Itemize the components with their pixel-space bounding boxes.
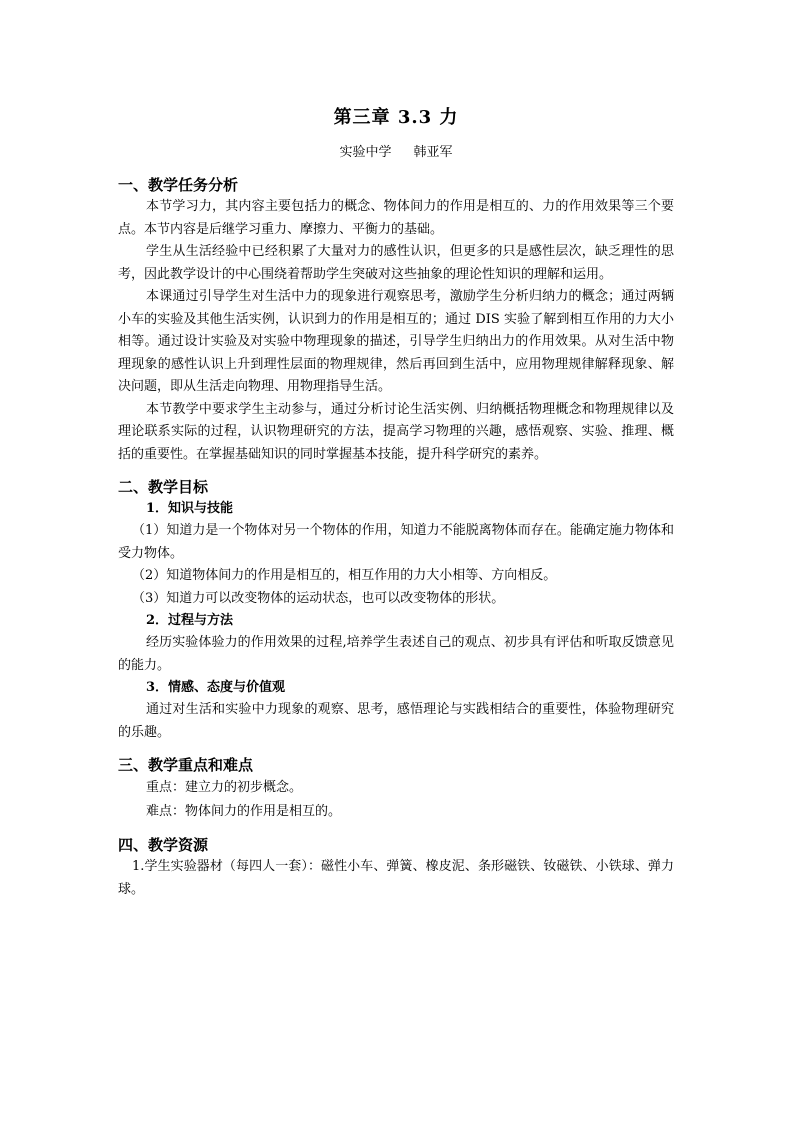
objective-item: （2）知道物体间力的作用是相互的，相互作用的力大小相等、方向相反。 (132, 568, 557, 583)
paragraph: 学生从生活经验中已经积累了大量对力的感性认识，但更多的只是感性层次，缺乏理性的思考，因此教学设计的中心围绕着帮助学生突破对这些抽象的理论性知识的理解和运用。 (118, 244, 674, 282)
subheading-emotions-values: 3．情感、态度与价值观 (146, 680, 286, 695)
author-name: 韩亚军 (413, 145, 453, 160)
resource-item: 1.学生实验器材（每四人一套）：磁性小车、弹簧、橡皮泥、条形磁铁、钕磁铁、小铁球、弹力球。 (118, 859, 674, 897)
author-org: 实验中学 (339, 145, 392, 160)
paragraph: 本课通过引导学生对生活中力的现象进行观察思考，激励学生分析归纳力的概念；通过两辆小车的实验及其他生活实例，认识到力的作用是相互的；通过 DIS 实验了解到相互作用的力大小相等。通过设计实验及对实验中物理现象的描述，引导学生归纳出力的作用效果。从对生活中物理现象的感性认识上升到理性层面的物理规律，然后再回到生活中，应用物理规律解释现象、解决问题，即从生活走向物理、用物理指导生活。 (118, 289, 674, 394)
objective-item: （1）知道力是一个物体对另一个物体的作用，知道力不能脱离物体而存在。能确定施力物体和受力物体。 (118, 523, 674, 561)
subheading-knowledge-skills: 1．知识与技能 (146, 501, 234, 516)
section-heading-key-points: 三、教学重点和难点 (118, 756, 254, 774)
author-line (118, 144, 674, 162)
paragraph: 通过对生活和实验中力现象的观察、思考，感悟理论与实践相结合的重要性，体验物理研究的乐趣。 (118, 702, 674, 740)
section-heading-objectives: 二、教学目标 (118, 478, 209, 496)
subheading-process-methods: 2．过程与方法 (146, 613, 234, 628)
section-heading-task-analysis: 一、教学任务分析 (118, 176, 239, 194)
objective-item: （3）知道力可以改变物体的运动状态，也可以改变物体的形状。 (132, 590, 505, 606)
paragraph: 本节学习力，其内容主要包括力的概念、物体间力的作用是相互的、力的作用效果等三个要点。本节内容是后继学习重力、摩擦力、平衡力的基础。 (118, 199, 674, 237)
paragraph: 经历实验体验力的作用效果的过程,培养学生表述自己的观点、初步具有评估和听取反馈意见的能力。 (118, 635, 674, 673)
difficult-point: 难点：物体间力的作用是相互的。 (146, 804, 342, 819)
key-point: 重点：建立力的初步概念。 (146, 780, 303, 795)
section-heading-resources: 四、教学资源 (118, 836, 209, 854)
paragraph: 本节教学中要求学生主动参与，通过分析讨论生活实例、归纳概括物理概念和物理规律以及理论联系实际的过程，认识物理研究的方法，提高学习物理的兴趣，感悟观察、实验、推理、概括的重要性。在掌握基础知识的同时掌握基本技能，提升科学研究的素养。 (118, 401, 674, 462)
document-page (118, 106, 674, 901)
document-title: 第三章 3.3 力 (333, 107, 459, 128)
